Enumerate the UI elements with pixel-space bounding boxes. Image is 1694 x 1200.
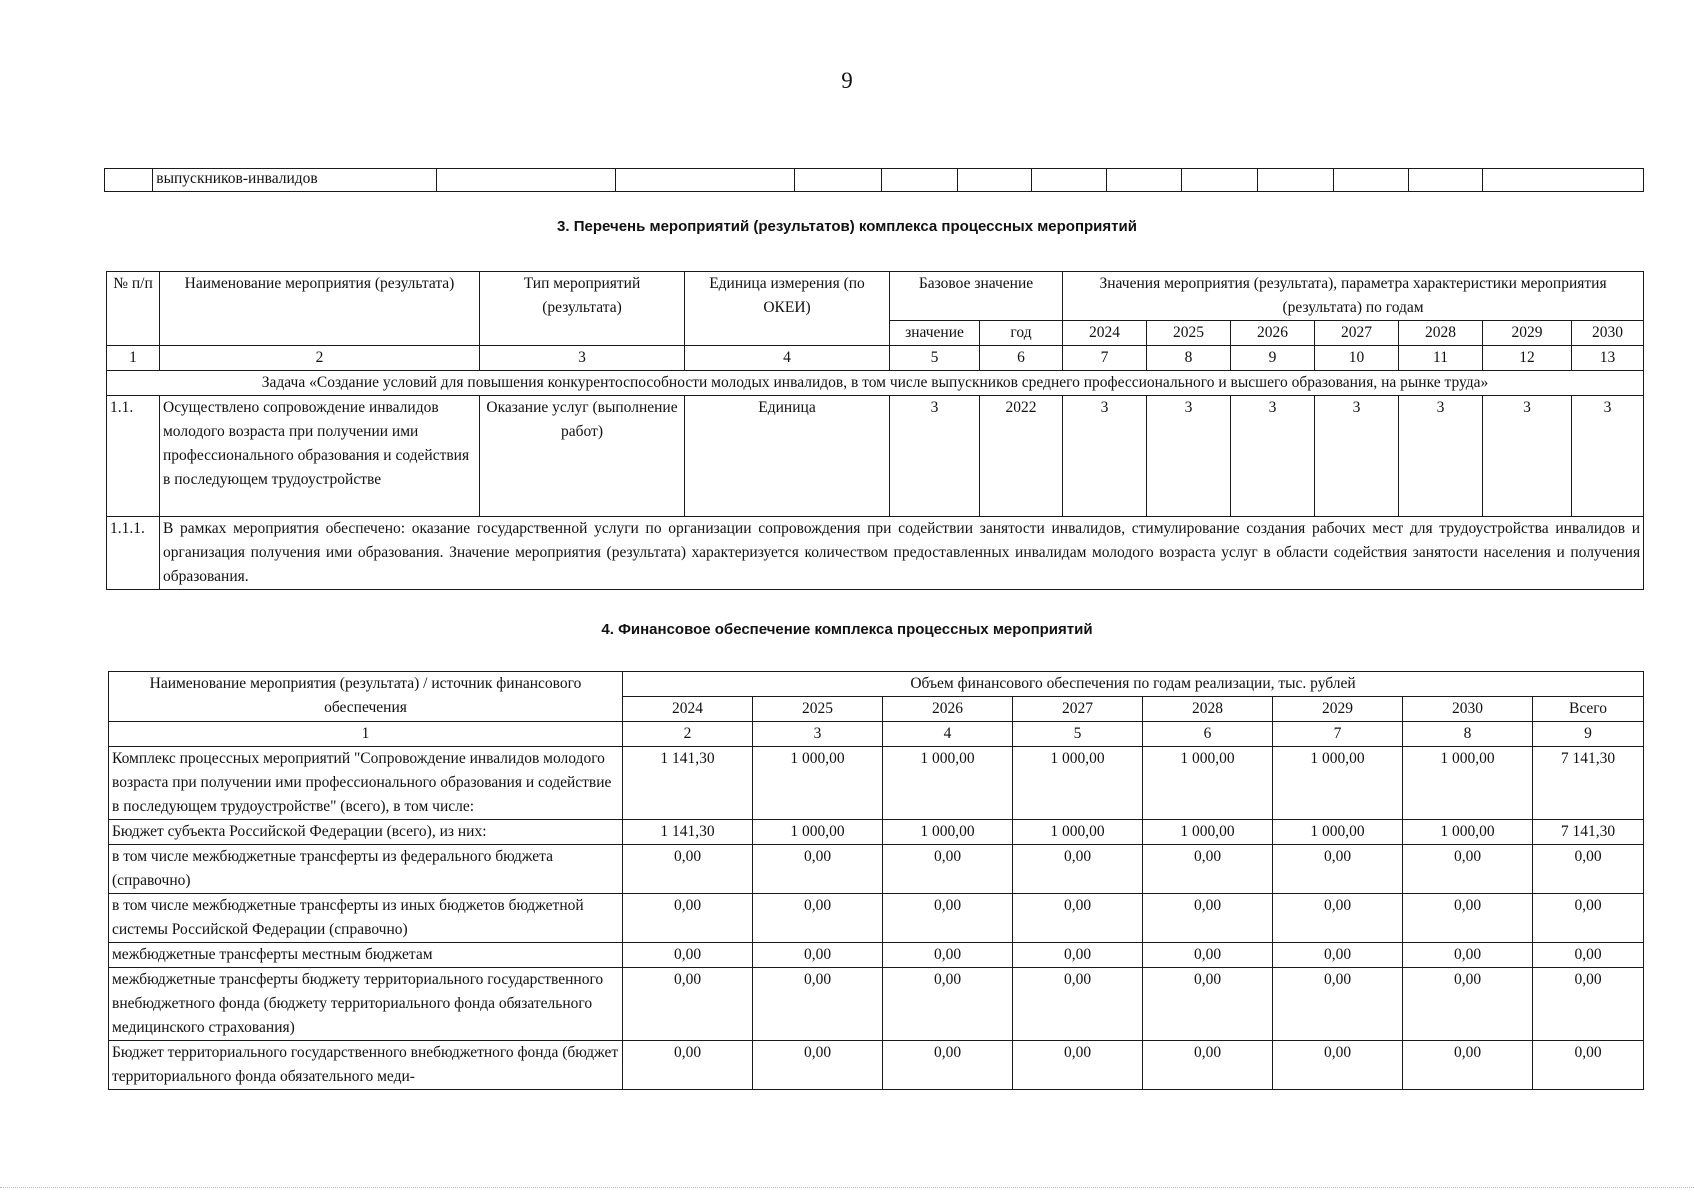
column-number: 4 bbox=[883, 722, 1013, 747]
row-value: 0,00 bbox=[1403, 968, 1533, 1041]
row-value: 0,00 bbox=[1143, 1041, 1273, 1090]
row-total: 0,00 bbox=[1533, 894, 1644, 943]
header-year: 2027 bbox=[1315, 321, 1399, 346]
row-value: 1 000,00 bbox=[1143, 747, 1273, 820]
row-value: 0,00 bbox=[1143, 943, 1273, 968]
header-volume: Объем финансового обеспечения по годам реализации, тыс. рублей bbox=[623, 672, 1644, 697]
row-value: 0,00 bbox=[1403, 845, 1533, 894]
row-value: 0,00 bbox=[883, 1041, 1013, 1090]
table-row bbox=[109, 894, 1644, 943]
header-year: 2024 bbox=[623, 697, 753, 722]
header-base: Базовое значение bbox=[890, 272, 1063, 321]
column-number: 5 bbox=[890, 346, 980, 371]
table-row bbox=[109, 943, 1644, 968]
header-unit: Единица измерения (по ОКЕИ) bbox=[685, 272, 890, 346]
row-value: 0,00 bbox=[623, 894, 753, 943]
row-value: 0,00 bbox=[753, 894, 883, 943]
row-value: 3 bbox=[1315, 396, 1399, 517]
header-year: 2025 bbox=[1147, 321, 1231, 346]
row-type: Оказание услуг (выполнение работ) bbox=[480, 396, 685, 517]
row-value: 1 000,00 bbox=[883, 747, 1013, 820]
row-value: 0,00 bbox=[1013, 894, 1143, 943]
header-type: Тип мероприятий (результата) bbox=[480, 272, 685, 346]
row-value: 0,00 bbox=[1013, 968, 1143, 1041]
row-value: 0,00 bbox=[1143, 968, 1273, 1041]
header-year: 2029 bbox=[1273, 697, 1403, 722]
row-value: 0,00 bbox=[883, 968, 1013, 1041]
row-value: 0,00 bbox=[753, 968, 883, 1041]
table-row bbox=[109, 845, 1644, 894]
row-value: 0,00 bbox=[1403, 943, 1533, 968]
table-row bbox=[109, 968, 1644, 1041]
column-numbers-row bbox=[109, 722, 1644, 747]
events-table bbox=[106, 271, 1644, 590]
row-name: Бюджет территориального государственного внебюджетного фонда (бюджет территориального фонда обязательного меди- bbox=[109, 1041, 623, 1090]
row-value: 0,00 bbox=[623, 845, 753, 894]
column-number: 7 bbox=[1063, 346, 1147, 371]
previous-table-fragment bbox=[104, 168, 1644, 192]
row-value: 0,00 bbox=[883, 845, 1013, 894]
row-base-value: 3 bbox=[890, 396, 980, 517]
row-total: 0,00 bbox=[1533, 845, 1644, 894]
table-row bbox=[109, 1041, 1644, 1090]
column-number: 3 bbox=[753, 722, 883, 747]
row-value: 0,00 bbox=[753, 943, 883, 968]
row-name: Комплекс процессных мероприятий "Сопровождение инвалидов молодого возраста при получении ими профессионального образования и содействие в последующем трудоустройстве" (всего), в том числе: bbox=[109, 747, 623, 820]
finance-table bbox=[108, 671, 1644, 1090]
column-number: 9 bbox=[1533, 722, 1644, 747]
task-text: Задача «Создание условий для повышения конкурентоспособности молодых инвалидов, в том числе выпускников среднего профессионального и высшего образования, на рынке труда» bbox=[107, 371, 1644, 396]
row-value: 0,00 bbox=[623, 1041, 753, 1090]
row-value: 0,00 bbox=[1013, 845, 1143, 894]
row-value: 0,00 bbox=[883, 894, 1013, 943]
header-year: 2029 bbox=[1483, 321, 1572, 346]
row-value: 0,00 bbox=[1013, 1041, 1143, 1090]
header-base-year: год bbox=[980, 321, 1063, 346]
row-value: 0,00 bbox=[1273, 894, 1403, 943]
column-number: 7 bbox=[1273, 722, 1403, 747]
column-number: 10 bbox=[1315, 346, 1399, 371]
row-value: 0,00 bbox=[1143, 894, 1273, 943]
header-row bbox=[107, 272, 1644, 321]
row-value: 0,00 bbox=[753, 845, 883, 894]
row-name: в том числе межбюджетные трансферты из федерального бюджета (справочно) bbox=[109, 845, 623, 894]
row-value: 1 000,00 bbox=[753, 747, 883, 820]
row-total: 0,00 bbox=[1533, 943, 1644, 968]
row-value: 0,00 bbox=[623, 943, 753, 968]
row-total: 7 141,30 bbox=[1533, 747, 1644, 820]
row-value: 3 bbox=[1483, 396, 1572, 517]
column-number: 6 bbox=[980, 346, 1063, 371]
section-3-heading: 3. Перечень мероприятий (результатов) комплекса процессных мероприятий bbox=[557, 218, 1137, 235]
table-row bbox=[107, 396, 1644, 517]
header-name: Наименование мероприятия (результата) / источник финансового обеспечения bbox=[109, 672, 623, 722]
column-number: 5 bbox=[1013, 722, 1143, 747]
column-number: 8 bbox=[1403, 722, 1533, 747]
header-total: Всего bbox=[1533, 697, 1644, 722]
row-name: Осуществлено сопровождение инвалидов молодого возраста при получении ими профессионального образования и содействия в последующем трудоустройстве bbox=[160, 396, 480, 517]
row-name: межбюджетные трансферты местным бюджетам bbox=[109, 943, 623, 968]
row-value: 0,00 bbox=[1273, 968, 1403, 1041]
row-value: 3 bbox=[1063, 396, 1147, 517]
note-text: В рамках мероприятия обеспечено: оказание государственной услуги по организации сопровождения при содействии занятости инвалидов, стимулирование создания рабочих мест для трудоустройства инвалидов и организация получения ими образования. Значение мероприятия (результата) характеризуется количеством предоставленных инвалидам молодого возраста услуг в области содействия занятости населения и получения образования. bbox=[160, 517, 1644, 590]
header-year: 2030 bbox=[1403, 697, 1533, 722]
row-value: 1 000,00 bbox=[1403, 820, 1533, 845]
column-number: 8 bbox=[1147, 346, 1231, 371]
column-number: 4 bbox=[685, 346, 890, 371]
table-row bbox=[109, 747, 1644, 820]
row-value: 1 000,00 bbox=[1273, 820, 1403, 845]
column-number: 1 bbox=[109, 722, 623, 747]
column-number: 3 bbox=[480, 346, 685, 371]
header-year: 2027 bbox=[1013, 697, 1143, 722]
header-name: Наименование мероприятия (результата) bbox=[160, 272, 480, 346]
row-value: 0,00 bbox=[1273, 845, 1403, 894]
header-year: 2026 bbox=[1231, 321, 1315, 346]
row-value: 3 bbox=[1399, 396, 1483, 517]
row-name: межбюджетные трансферты бюджету территориального государственного внебюджетного фонда (бюджету территориального фонда обязательного медицинского страхования) bbox=[109, 968, 623, 1041]
header-year: 2024 bbox=[1063, 321, 1147, 346]
row-value: 1 141,30 bbox=[623, 747, 753, 820]
page-number: 9 bbox=[841, 68, 853, 93]
header-num: № п/п bbox=[107, 272, 160, 346]
header-year: 2025 bbox=[753, 697, 883, 722]
column-number: 11 bbox=[1399, 346, 1483, 371]
row-value: 1 000,00 bbox=[1143, 820, 1273, 845]
column-number: 2 bbox=[160, 346, 480, 371]
row-value: 0,00 bbox=[1013, 943, 1143, 968]
table-row bbox=[109, 820, 1644, 845]
row-value: 1 000,00 bbox=[753, 820, 883, 845]
row-base-year: 2022 bbox=[980, 396, 1063, 517]
header-year: 2028 bbox=[1399, 321, 1483, 346]
row-value: 3 bbox=[1147, 396, 1231, 517]
row-unit: Единица bbox=[685, 396, 890, 517]
row-value: 3 bbox=[1231, 396, 1315, 517]
task-row bbox=[107, 371, 1644, 396]
table-row bbox=[105, 169, 1644, 192]
row-total: 0,00 bbox=[1533, 1041, 1644, 1090]
section-4-heading: 4. Финансовое обеспечение комплекса процессных мероприятий bbox=[601, 621, 1093, 638]
column-number: 12 bbox=[1483, 346, 1572, 371]
row-value: 0,00 bbox=[623, 968, 753, 1041]
scan-artifact-line bbox=[0, 1187, 1694, 1192]
fragment-name-cell: выпускников-инвалидов bbox=[153, 169, 437, 192]
note-row bbox=[107, 517, 1644, 590]
row-value: 3 bbox=[1572, 396, 1644, 517]
column-number: 1 bbox=[107, 346, 160, 371]
row-value: 0,00 bbox=[1273, 943, 1403, 968]
row-value: 0,00 bbox=[883, 943, 1013, 968]
row-value: 0,00 bbox=[1403, 894, 1533, 943]
column-numbers-row bbox=[107, 346, 1644, 371]
row-value: 0,00 bbox=[753, 1041, 883, 1090]
row-value: 1 000,00 bbox=[1403, 747, 1533, 820]
header-year: 2028 bbox=[1143, 697, 1273, 722]
row-value: 1 000,00 bbox=[1273, 747, 1403, 820]
column-number: 13 bbox=[1572, 346, 1644, 371]
row-total: 0,00 bbox=[1533, 968, 1644, 1041]
note-num: 1.1.1. bbox=[107, 517, 160, 590]
column-number: 9 bbox=[1231, 346, 1315, 371]
row-value: 0,00 bbox=[1403, 1041, 1533, 1090]
header-values: Значения мероприятия (результата), параметра характеристики мероприятия (результата) по годам bbox=[1063, 272, 1644, 321]
row-name: Бюджет субъекта Российской Федерации (всего), из них: bbox=[109, 820, 623, 845]
row-value: 1 000,00 bbox=[1013, 820, 1143, 845]
row-value: 0,00 bbox=[1273, 1041, 1403, 1090]
row-name: в том числе межбюджетные трансферты из иных бюджетов бюджетной системы Российской Федерации (справочно) bbox=[109, 894, 623, 943]
column-number: 6 bbox=[1143, 722, 1273, 747]
row-value: 0,00 bbox=[1143, 845, 1273, 894]
row-total: 7 141,30 bbox=[1533, 820, 1644, 845]
column-number: 2 bbox=[623, 722, 753, 747]
header-year: 2030 bbox=[1572, 321, 1644, 346]
header-row bbox=[109, 672, 1644, 697]
row-num: 1.1. bbox=[107, 396, 160, 517]
row-value: 1 000,00 bbox=[1013, 747, 1143, 820]
header-base-value: значение bbox=[890, 321, 980, 346]
row-value: 1 141,30 bbox=[623, 820, 753, 845]
row-value: 1 000,00 bbox=[883, 820, 1013, 845]
header-year: 2026 bbox=[883, 697, 1013, 722]
